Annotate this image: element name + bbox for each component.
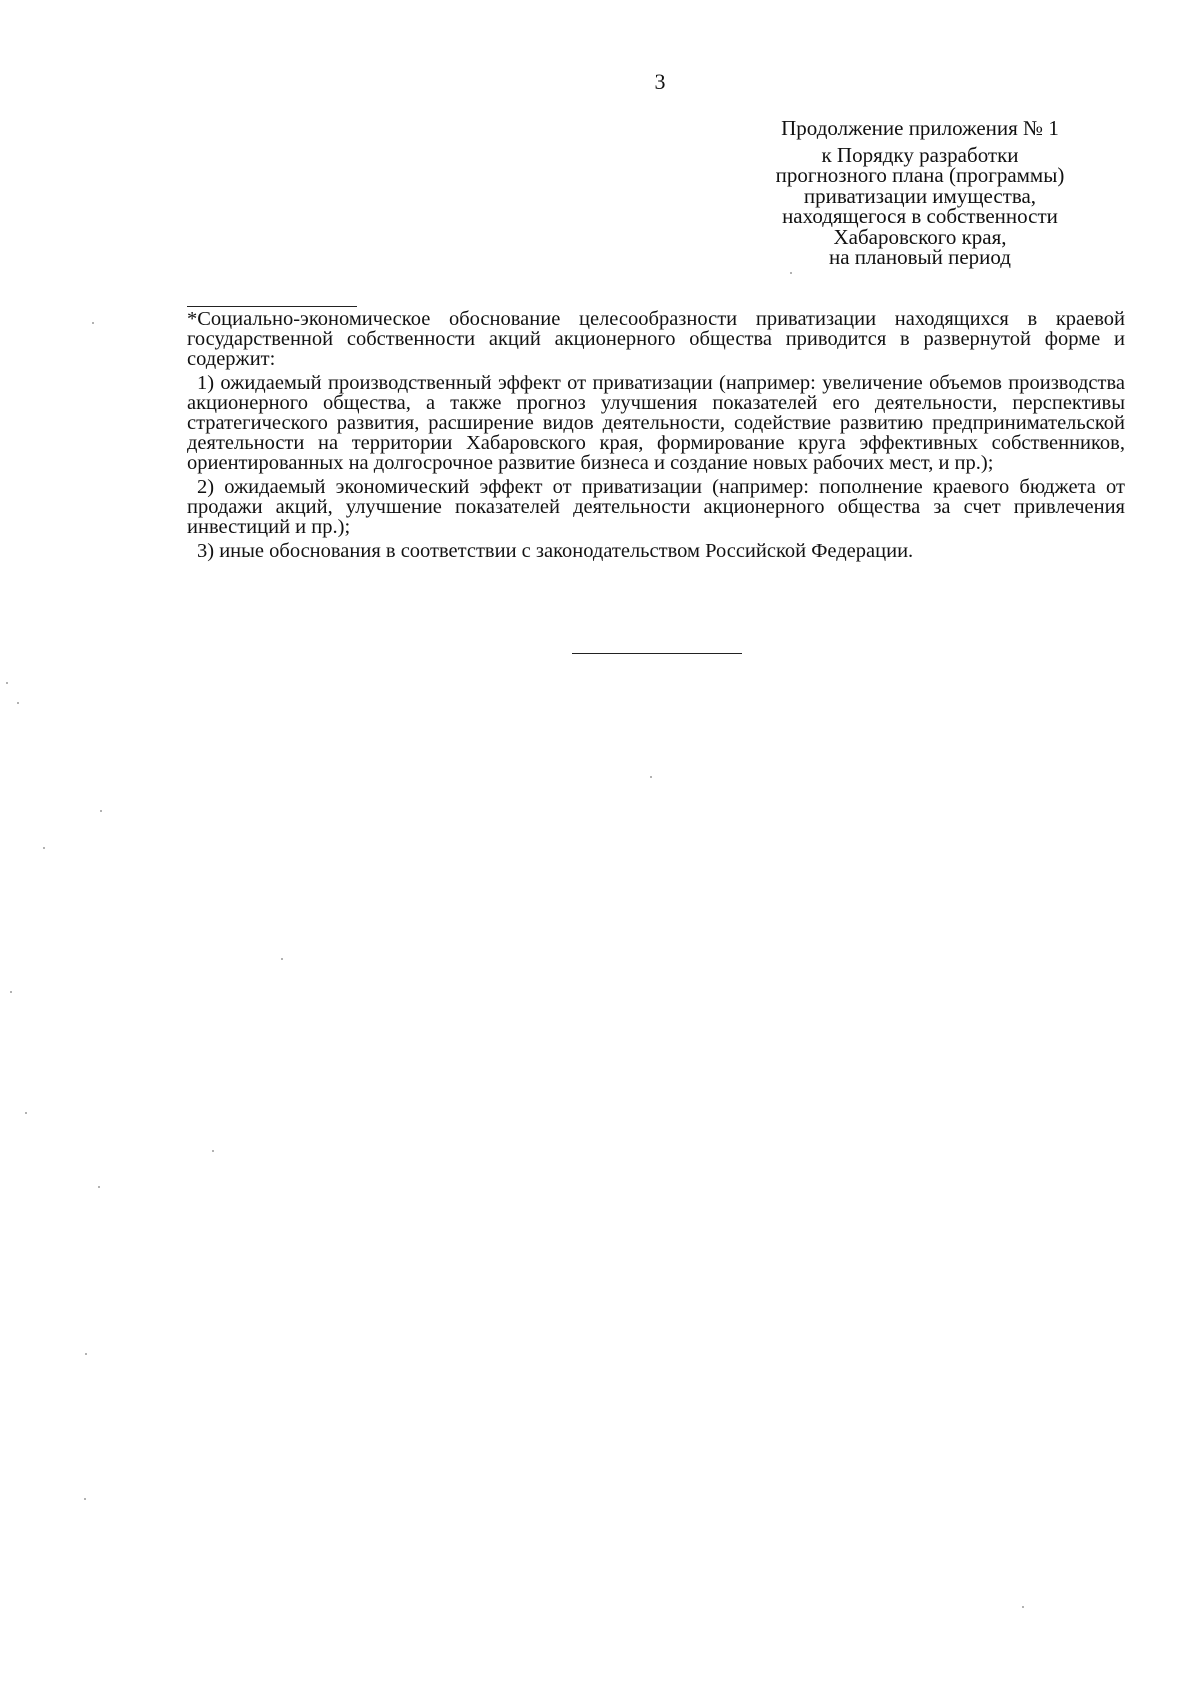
scan-speck — [10, 991, 12, 993]
end-of-text-line — [572, 653, 742, 654]
appendix-reference-line: Хабаровского края, — [833, 224, 1007, 249]
footnote-intro: *Социально-экономическое обоснование целесообразности приватизации находящихся в краевой государственной собственности акций акционерного общества приводится в развернутой форме и содержит: — [187, 308, 1125, 370]
appendix-reference-line: к Порядку разработки — [821, 142, 1019, 167]
scan-speck — [98, 1186, 100, 1188]
appendix-reference-line: приватизации имущества, — [803, 183, 1037, 208]
scan-speck — [650, 776, 652, 778]
appendix-reference-line: прогнозного плана (программы) — [775, 163, 1065, 187]
appendix-reference-line: на плановый период — [829, 245, 1011, 269]
footnote-item: 1) ожидаемый производственный эффект от приватизации (например: увеличение объемов производства акционерного общества, а также прогноз улучшения показателей его деятельности, перспективы стратегического развития, расширение видов деятельности, содействие развитию предпринимательской деятельности на территории Хабаровского края, формирование круга эффективных собственников, ориентированных на долгосрочное развитие бизнеса и создание новых рабочих мест, и пр.); — [187, 372, 1125, 474]
appendix-title-line: Продолжение приложения № 1 — [781, 116, 1059, 140]
appendix-header — [740, 118, 1100, 268]
scan-speck — [17, 702, 19, 704]
page-number: 3 — [654, 69, 666, 94]
footnote-item: 2) ожидаемый экономический эффект от приватизации (например: пополнение краевого бюджета от продажи акций, улучшение показателей деятельности акционерного общества за счет привлечения инвестиций и пр.); — [187, 476, 1125, 538]
scan-speck — [43, 847, 45, 849]
scan-speck — [6, 682, 8, 684]
scan-speck — [212, 1150, 214, 1152]
scan-speck — [25, 1112, 27, 1114]
scan-speck — [790, 272, 792, 274]
scan-speck — [92, 322, 94, 324]
scan-speck — [100, 810, 102, 812]
footnote-separator-line — [187, 306, 357, 307]
scan-speck — [85, 1353, 87, 1355]
scan-speck — [281, 958, 283, 960]
footnote-block — [187, 309, 1125, 565]
appendix-reference-line: находящегося в собственности — [782, 204, 1058, 228]
scan-speck — [84, 1498, 86, 1500]
scan-speck — [1022, 1606, 1024, 1608]
footnote-item: 3) иные обоснования в соответствии с законодательством Российской Федерации. — [197, 540, 914, 562]
